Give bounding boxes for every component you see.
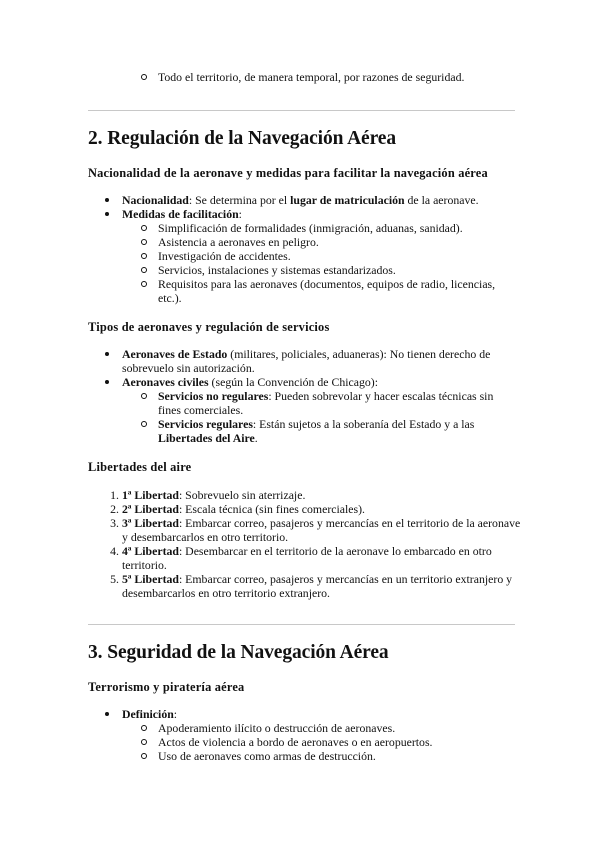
list-item: Servicios, instalaciones y sistemas estandarizados. bbox=[88, 263, 518, 277]
section-divider bbox=[88, 110, 515, 111]
list-item-nacionalidad: Nacionalidad: Se determina por el lugar de matriculación de la aeronave. bbox=[88, 193, 518, 207]
list-item: Todo el territorio, de manera temporal, por razones de seguridad. bbox=[88, 70, 518, 84]
list-item: Investigación de accidentes. bbox=[88, 249, 518, 263]
section-heading: 2. Regulación de la Navegación Aérea bbox=[88, 128, 397, 149]
definition-list bbox=[88, 707, 518, 763]
list-item: Actos de violencia a bordo de aeronaves o en aeropuertos. bbox=[88, 735, 518, 749]
list-item-medidas: Medidas de facilitación: bbox=[88, 207, 518, 221]
list-item-no-regulares: Servicios no regulares: Pueden sobrevolar y hacer escalas técnicas sin fines comerciales. bbox=[88, 389, 518, 417]
list-item: Apoderamiento ilícito o destrucción de aeronaves. bbox=[88, 721, 518, 735]
list-item-freedom: 3. 3ª Libertad: Embarcar correo, pasajeros y mercancías en el territorio de la aeronave y desembarcarlos en otro territorio. bbox=[110, 516, 521, 544]
list-item: Requisitos para las aeronaves (documentos, equipos de radio, licencias, etc.). bbox=[88, 277, 518, 305]
list-item-freedom: 4. 4ª Libertad: Desembarcar en el territorio de la aeronave lo embarcado en otro territorio. bbox=[110, 544, 492, 572]
subsection-heading: Tipos de aeronaves y regulación de servicios bbox=[88, 320, 330, 334]
subsection-heading: Terrorismo y piratería aérea bbox=[88, 680, 245, 694]
facilitation-list bbox=[88, 193, 518, 305]
list-item-estado: Aeronaves de Estado (militares, policiales, aduaneras): No tienen derecho de sobrevuelo sin autorización. bbox=[88, 347, 522, 375]
list-item-freedom: 2. 2ª Libertad: Escala técnica (sin fines comerciales). bbox=[110, 502, 365, 516]
top-list bbox=[88, 70, 518, 84]
list-item: Uso de aeronaves como armas de destrucción. bbox=[88, 749, 518, 763]
list-item-civiles: Aeronaves civiles (según la Convención de Chicago): bbox=[88, 375, 518, 389]
list-item: Simplificación de formalidades (inmigración, aduanas, sanidad). bbox=[88, 221, 518, 235]
list-item-regulares: Servicios regulares: Están sujetos a la soberanía del Estado y a las Libertades del Aire. bbox=[88, 417, 518, 445]
list-item-definicion: Definición: bbox=[88, 707, 518, 721]
list-item: Asistencia a aeronaves en peligro. bbox=[88, 235, 518, 249]
list-item-freedom: 5. 5ª Libertad: Embarcar correo, pasajeros y mercancías en un territorio extranjero y desembarcarlos en otro territorio extranjero. bbox=[110, 572, 513, 600]
section-divider bbox=[88, 624, 515, 625]
subsection-heading: Libertades del aire bbox=[88, 460, 192, 474]
list-item-freedom: 1. 1ª Libertad: Sobrevuelo sin aterrizaje. bbox=[110, 488, 306, 502]
section-heading: 3. Seguridad de la Navegación Aérea bbox=[88, 642, 389, 663]
freedoms-list bbox=[88, 488, 521, 600]
subsection-heading: Nacionalidad de la aeronave y medidas para facilitar la navegación aérea bbox=[88, 166, 488, 180]
aircraft-types-list bbox=[88, 347, 518, 445]
